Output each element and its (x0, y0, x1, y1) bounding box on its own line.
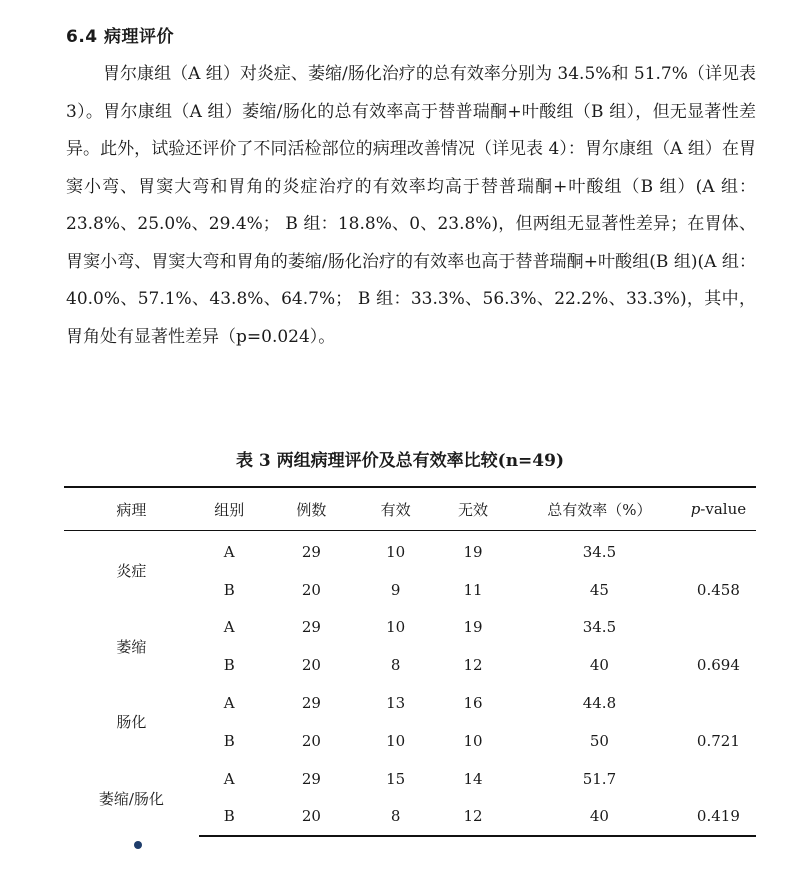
cell-cases: 20 (260, 798, 364, 837)
cell-cases: 29 (301, 542, 321, 561)
cell-group: A (223, 694, 235, 713)
cell-cases: 20 (301, 731, 321, 750)
cell-group: A (223, 618, 235, 637)
cell-cases: 29 (301, 618, 321, 637)
header-ineffective: 无效 (428, 487, 518, 531)
table-header-row (64, 487, 756, 531)
cell-effective: 9 (390, 580, 401, 599)
cell-ineffective: 12 (428, 798, 518, 837)
cell-ineffective: 12 (463, 656, 483, 675)
header-pathology: 病理 (64, 487, 199, 531)
table-row (64, 760, 756, 798)
header-total-rate: 总有效率（%） (518, 487, 681, 531)
cell-cases: 29 (301, 769, 321, 788)
header-cases: 例数 (260, 487, 364, 531)
cell-pvalue: 0.694 (696, 656, 740, 675)
table-row (64, 609, 756, 647)
table-caption: 表 3 两组病理评价及总有效率比较(n=49) (235, 451, 564, 471)
body-paragraph: 胃尔康组（A 组）对炎症、萎缩/肠化治疗的总有效率分别为 34.5%和 51.7%（详见表 3）。胃尔康组（A 组）萎缩/肠化的总有效率高于替普瑞酮+叶酸组（B 组），但无显著性差异。此外，试验还评价了不同活检部位的病理改善情况（详见表 4）：胃尔康组（A 组）在胃窦小弯、胃窦大弯和胃角的炎症治疗的有效率均高于替普瑞酮+叶酸组（B 组）(A 组：23.8%、25.0%、29.4%； B 组：18.8%、0、23.8%)，但两组无显著性差异；在胃体、胃窦小弯、胃窦大弯和胃角的萎缩/肠化治疗的有效率也高于替普瑞酮+叶酸组(B 组)(A 组：40.0%、57.1%、43.8%、64.7%； B 组：33.3%、56.3%、22.2%、33.3%)，其中，胃角处有显著性差异（p=0.024）。 (66, 64, 756, 347)
cell-pathology: 萎缩/肠化 (98, 789, 164, 808)
cell-effective: 8 (390, 656, 401, 675)
cell-pvalue: 0.419 (681, 798, 756, 837)
header-group: 组别 (199, 487, 260, 531)
cell-pvalue (681, 609, 756, 647)
cell-pvalue: 0.721 (696, 731, 740, 750)
cell-ineffective: 19 (463, 542, 483, 561)
cell-group: B (223, 731, 235, 750)
pvalue-p: p (690, 500, 701, 518)
cell-effective: 10 (386, 542, 406, 561)
cell-pvalue: 0.458 (696, 580, 740, 599)
cell-rate: 34.5 (582, 542, 617, 561)
cell-rate: 44.8 (582, 694, 617, 713)
section-heading: 6.4 病理评价 (66, 27, 175, 47)
header-effective: 有效 (363, 487, 428, 531)
table-row (64, 684, 756, 722)
cell-pathology: 炎症 (116, 562, 147, 581)
cell-rate: 40 (518, 798, 681, 837)
table-row (64, 531, 756, 571)
cell-ineffective: 16 (463, 694, 483, 713)
cell-ineffective: 11 (463, 580, 483, 599)
cell-pvalue (681, 531, 756, 571)
cell-pvalue (681, 684, 756, 722)
cell-effective: 15 (386, 769, 406, 788)
cell-ineffective: 19 (463, 618, 483, 637)
cell-rate: 40 (589, 656, 609, 675)
cell-effective: 10 (386, 618, 406, 637)
cell-group: B (223, 656, 235, 675)
cell-effective: 10 (386, 731, 406, 750)
cell-rate: 45 (589, 580, 609, 599)
cell-cases: 20 (301, 656, 321, 675)
cell-pathology: 肠化 (116, 713, 147, 732)
cell-effective: 13 (386, 694, 406, 713)
cell-group: A (223, 769, 235, 788)
cell-effective: 8 (363, 798, 428, 837)
cell-pvalue (681, 760, 756, 798)
cell-rate: 51.7 (582, 769, 617, 788)
bullet-dot (134, 841, 142, 849)
cell-cases: 29 (301, 694, 321, 713)
pathology-table (64, 486, 756, 837)
cell-group: A (223, 542, 235, 561)
cell-pathology: 萎缩 (116, 637, 147, 656)
cell-cases: 20 (301, 580, 321, 599)
cell-group: B (223, 580, 235, 599)
cell-ineffective: 14 (463, 769, 483, 788)
cell-ineffective: 10 (463, 731, 483, 750)
cell-group: B (199, 798, 260, 837)
pvalue-suffix: -value (700, 500, 747, 518)
cell-rate: 50 (589, 731, 609, 750)
table-body (64, 531, 756, 837)
cell-rate: 34.5 (582, 618, 617, 637)
header-pvalue (681, 487, 756, 531)
